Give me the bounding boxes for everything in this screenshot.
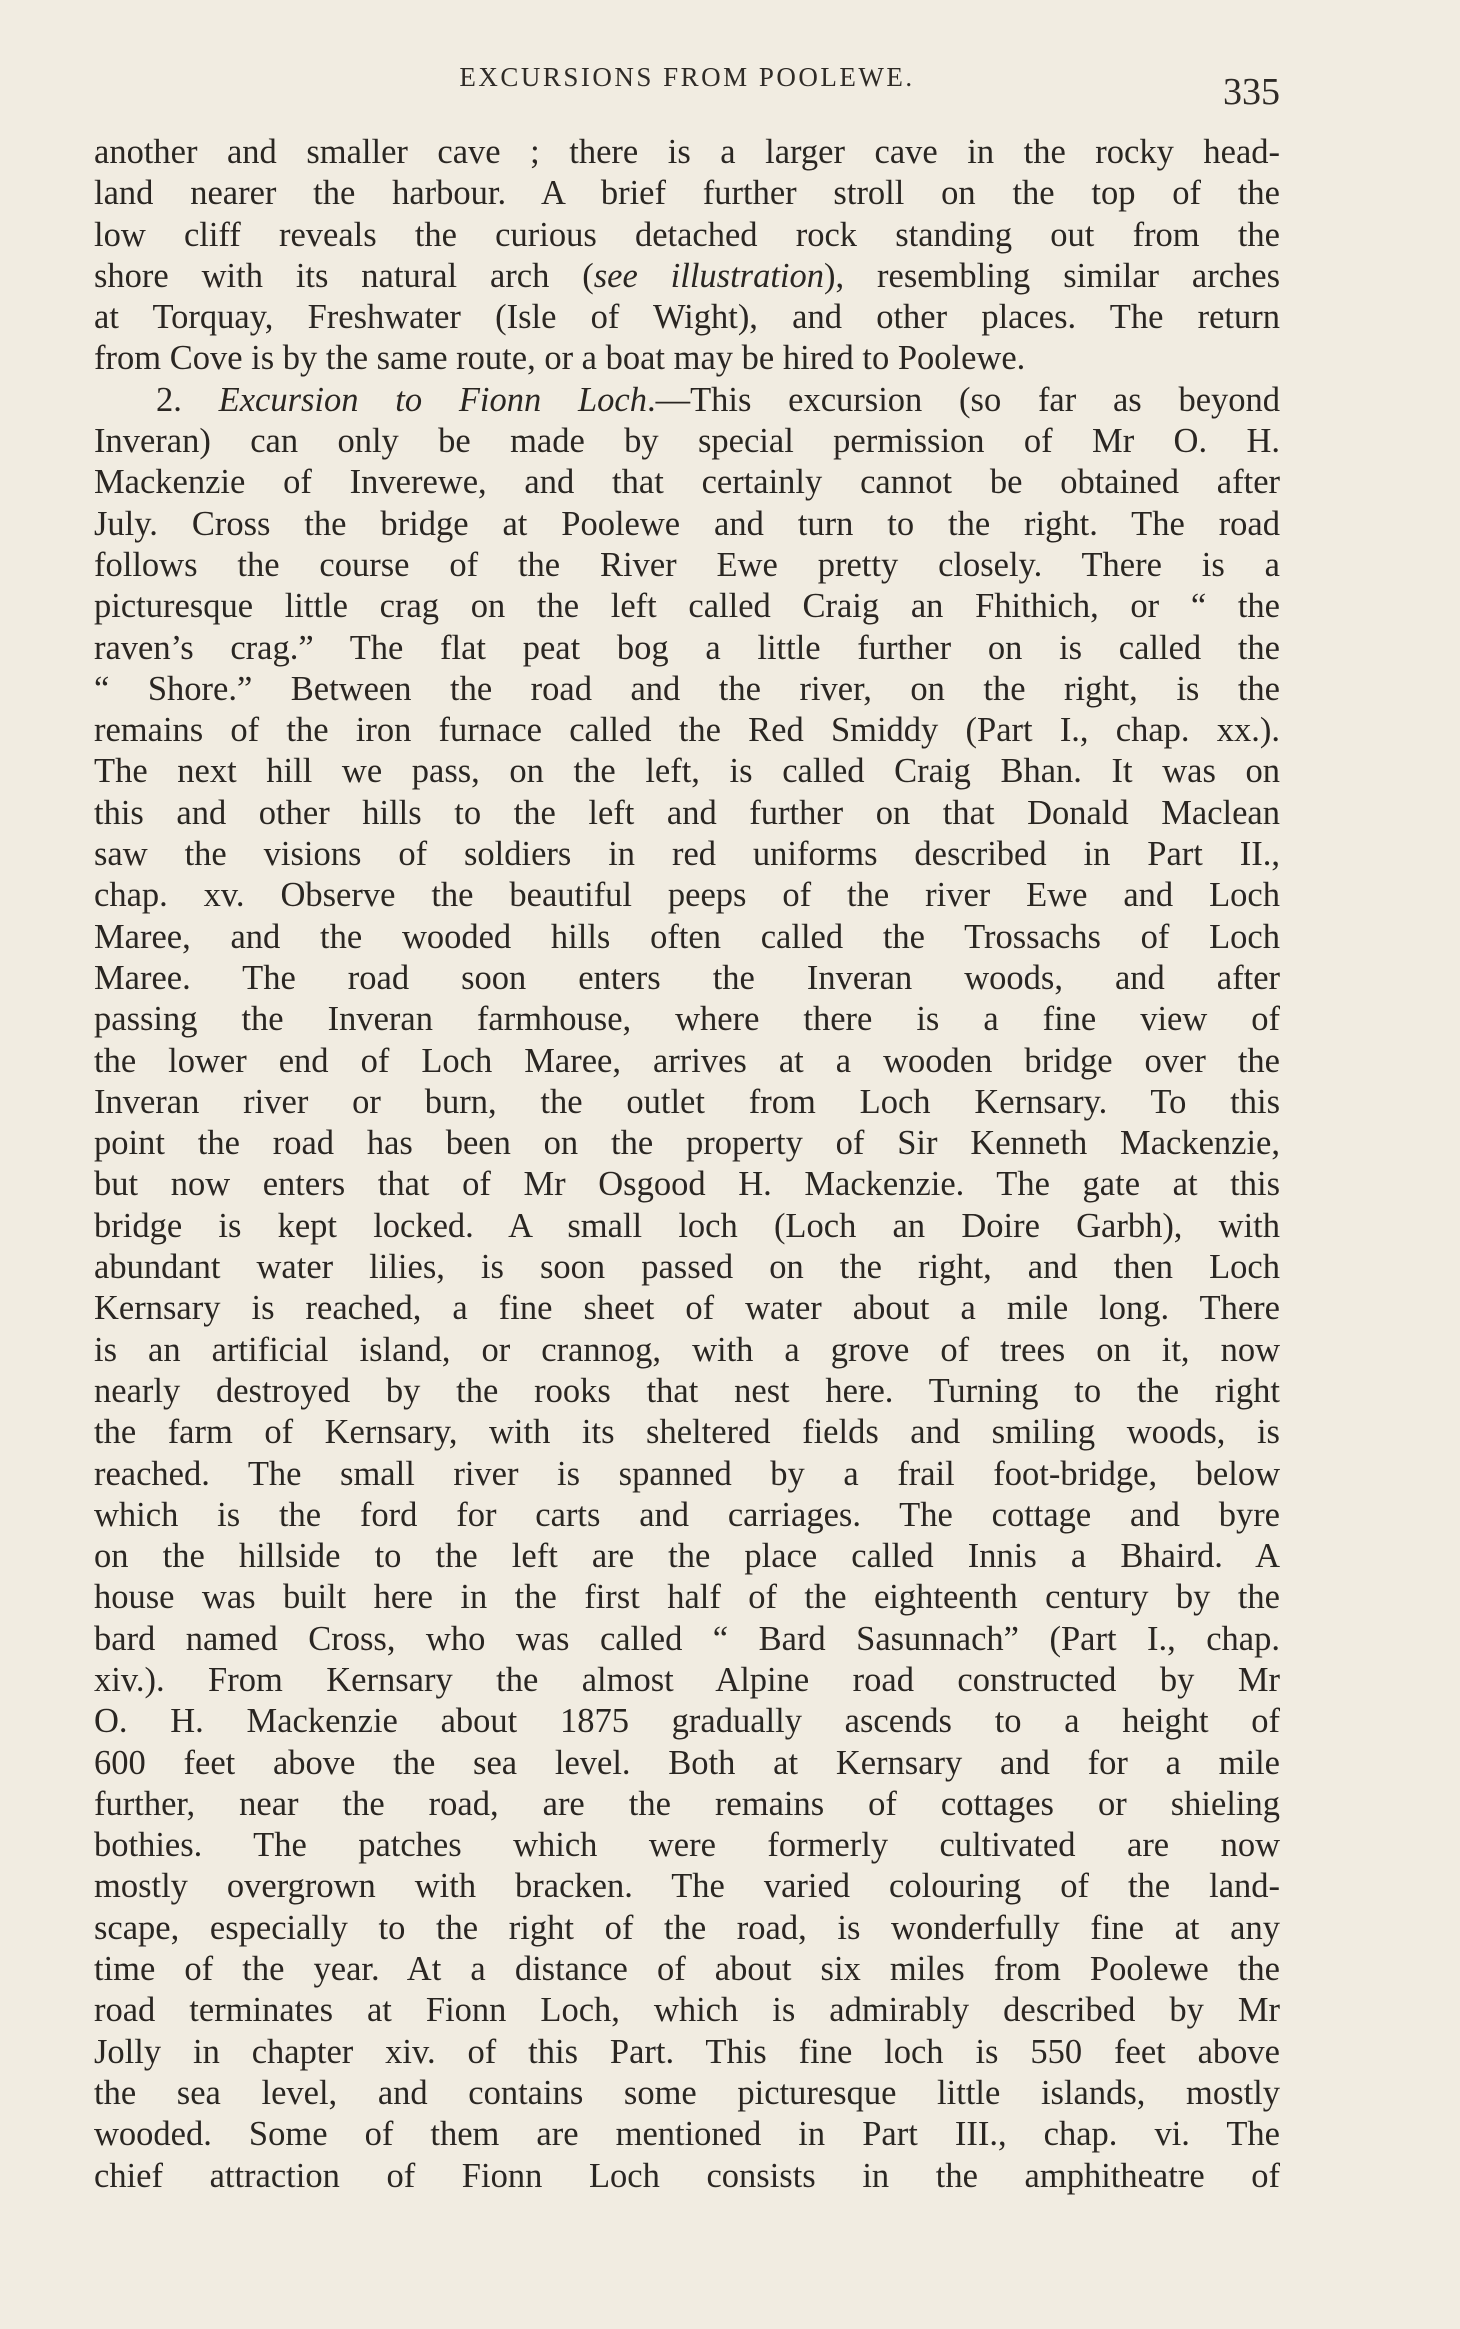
text-line: raven’s crag.” The flat peat bog a little further on is called the [94,628,1280,667]
text-line: reached. The small river is spanned by a frail foot-bridge, below [94,1454,1280,1493]
text-line: time of the year. At a distance of about six miles from Poolewe the [94,1950,1280,1989]
text-line: Maree, and the wooded hills often called the Trossachs of Loch [94,917,1280,956]
text-line: bothies. The patches which were formerly cultivated are now [94,1826,1280,1865]
text-line: July. Cross the bridge at Poolewe and turn to the right. The road [94,504,1280,543]
text-line: point the road has been on the property of Sir Kenneth Mackenzie, [94,1124,1280,1163]
text-line: saw the visions of soldiers in red uniforms described in Part II., [94,835,1280,874]
text-line: further, near the road, are the remains of cottages or shieling [94,1784,1280,1823]
text-line: nearly destroyed by the rooks that nest here. Turning to the right [94,1371,1280,1410]
running-title: EXCURSIONS FROM POOLEWE. [459,62,915,92]
text-line: wooded. Some of them are mentioned in Part III., chap. vi. The [94,2115,1280,2154]
text-line: another and smaller cave ; there is a larger cave in the rocky head- [94,133,1280,171]
text-line: but now enters that of Mr Osgood H. Mackenzie. The gate at this [94,1165,1280,1204]
text-line: abundant water lilies, is soon passed on the right, and then Loch [94,1248,1280,1287]
text-line: road terminates at Fionn Loch, which is admirably described by Mr [94,1991,1280,2030]
text-line: picturesque little crag on the left called Craig an Fhithich, or “ the [94,587,1280,626]
text-line: remains of the iron furnace called the Red Smiddy (Part I., chap. xx.). [94,711,1280,750]
text-line: is an artificial island, or crannog, with a grove of trees on it, now [94,1330,1280,1369]
text-line: shore with its natural arch (see illustration), resembling similar arches [94,256,1280,295]
text-line: 2. Excursion to Fionn Loch.—This excursion (so far as beyond [156,380,1280,419]
italic-phrase: see illustration [593,256,825,295]
body-text [94,132,1280,2197]
running-head [94,56,1280,113]
text-line: scape, especially to the right of the road, is wonderfully fine at any [94,1908,1280,1947]
text-line: follows the course of the River Ewe pretty closely. There is a [94,545,1280,584]
text-line: this and other hills to the left and further on that Donald Maclean [94,793,1280,832]
text-line: bridge is kept locked. A small loch (Loch an Doire Garbh), with [94,1206,1280,1245]
text-line: Inveran river or burn, the outlet from Loch Kernsary. To this [94,1082,1280,1121]
text-line: Kernsary is reached, a fine sheet of water about a mile long. There [94,1289,1280,1328]
text-line: the farm of Kernsary, with its sheltered fields and smiling woods, is [94,1413,1280,1452]
text-line: “ Shore.” Between the road and the river, on the right, is the [94,669,1280,708]
text-line: at Torquay, Freshwater (Isle of Wight), and other places. The return [94,298,1280,337]
text-line: low cliff reveals the curious detached rock standing out from the [94,215,1280,254]
text-line: from Cove is by the same route, or a boat may be hired to Poolewe. [94,339,1026,378]
italic-phrase: Excursion to Fionn Loch [218,380,647,419]
text-line: Maree. The road soon enters the Inveran woods, and after [94,958,1280,997]
text-line: chief attraction of Fionn Loch consists in the amphitheatre of [94,2156,1280,2195]
text-line: on the hillside to the left are the place called Innis a Bhaird. A [94,1537,1280,1576]
text-line: xiv.). From Kernsary the almost Alpine road constructed by Mr [94,1660,1280,1699]
text-line: Inveran) can only be made by special permission of Mr O. H. [94,422,1280,461]
text-line: house was built here in the first half of the eighteenth century by the [94,1578,1280,1617]
text-line: bard named Cross, who was called “ Bard Sasunnach” (Part I., chap. [94,1619,1280,1658]
text-line: Mackenzie of Inverewe, and that certainly cannot be obtained after [94,463,1280,502]
text-line: the sea level, and contains some picturesque little islands, mostly [94,2073,1280,2112]
text-line: chap. xv. Observe the beautiful peeps of the river Ewe and Loch [94,876,1280,915]
text-line: land nearer the harbour. A brief further stroll on the top of the [94,174,1280,213]
text-line: O. H. Mackenzie about 1875 gradually ascends to a height of [94,1702,1280,1741]
text-line: the lower end of Loch Maree, arrives at a wooden bridge over the [94,1041,1280,1080]
text-line: mostly overgrown with bracken. The varied colouring of the land- [94,1867,1280,1906]
text-line: Jolly in chapter xiv. of this Part. This fine loch is 550 feet above [94,2032,1280,2071]
text-line: which is the ford for carts and carriages. The cottage and byre [94,1495,1280,1534]
page-number: 335 [1223,71,1280,113]
text-line: 600 feet above the sea level. Both at Kernsary and for a mile [94,1743,1280,1782]
text-line: The next hill we pass, on the left, is called Craig Bhan. It was on [94,752,1280,791]
text-line: passing the Inveran farmhouse, where there is a fine view of [94,1000,1280,1039]
